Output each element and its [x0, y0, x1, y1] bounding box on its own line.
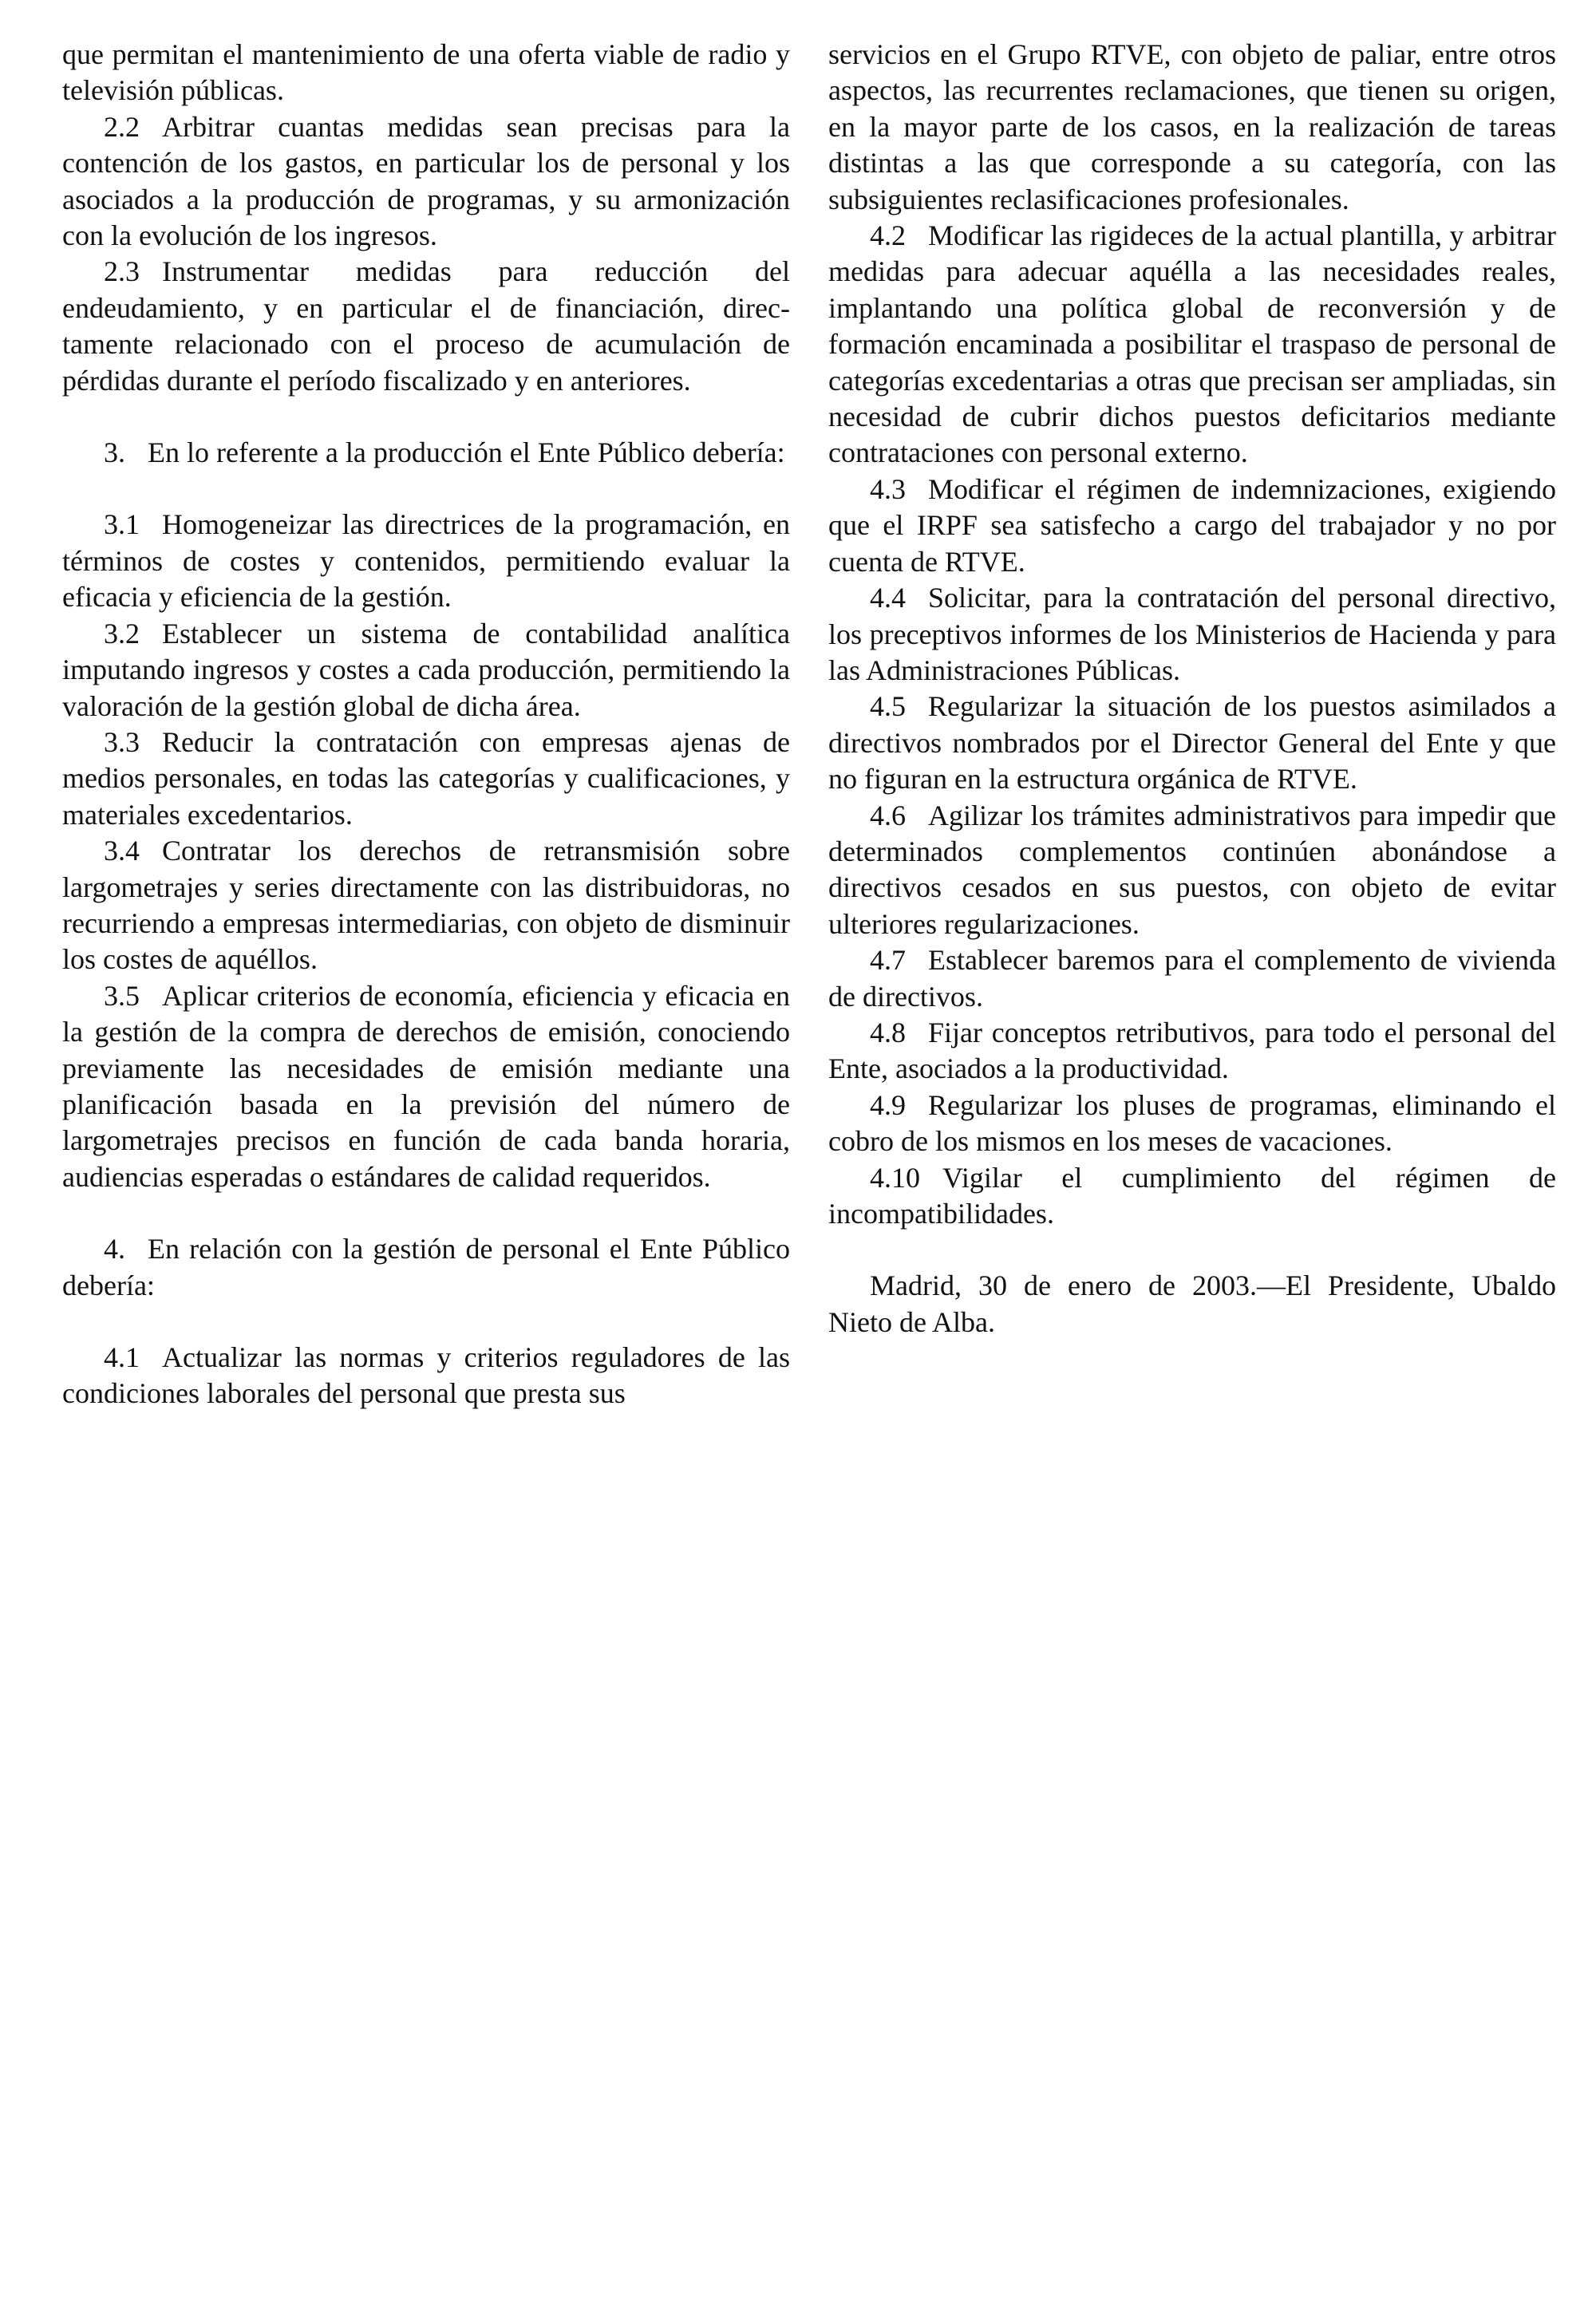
paragraph-4: 4. En relación con la gestión de personal el Ente Público debería:: [62, 1233, 790, 1301]
item-number: 2.2: [104, 110, 140, 143]
item-number: 3.1: [104, 508, 140, 541]
paragraph-4-3: 4.3 Modificar el régimen de indemnizaciones, exigiendo que el IRPF sea satisfecho a cargo del trabajador y no por cuenta de RTVE.: [828, 472, 1556, 578]
paragraph-3-4: 3.4 Contratar los derechos de retransmisión sobre largometrajes y series directamente con las distribuidoras, no recurriendo a empresas intermediarias, con objeto de disminuir los costes de aquéllos.: [62, 835, 790, 976]
paragraph-4-6: 4.6 Agilizar los trámites administrativos para impedir que determinados complementos continúen abonándose a directivos cesados en sus puestos, con objeto de evitar ulteriores regularizaciones.: [828, 799, 1556, 940]
paragraph-4-5: 4.5 Regularizar la situación de los puestos asimilados a directivos nombrados por el Director General del Ente y que no figuran en la estructura orgánica de RTVE.: [828, 690, 1556, 796]
item-number: 4.10: [870, 1161, 920, 1194]
signature-line: Madrid, 30 de enero de 2003.—El Presidente, Ubaldo Nieto de Alba.: [828, 1269, 1556, 1338]
paragraph-2-1-continuation: que permitan el mantenimiento de una oferta viable de radio y televisión públicas.: [62, 38, 790, 107]
item-number: 4.: [104, 1233, 125, 1265]
paragraph-4-8: 4.8 Fijar conceptos retributivos, para todo el personal del Ente, asociados a la productividad.: [828, 1016, 1556, 1085]
item-number: 4.1: [104, 1341, 140, 1373]
paragraph-2-2: 2.2 Arbitrar cuantas medidas sean precisas para la contención de los gastos, en particular los de personal y los asociados a la producción de programas, y su armonización con la evolución de los ingresos.: [62, 110, 790, 252]
item-number: 3.5: [104, 979, 140, 1012]
item-number: 3.4: [104, 835, 140, 867]
paragraph-3-2: 3.2 Establecer un sistema de contabilidad analítica imputando ingresos y costes a cada producción, permitiendo la valoración de la gestión global de dicha área.: [62, 617, 790, 722]
item-number: 4.6: [870, 799, 906, 831]
item-number: 4.7: [870, 944, 906, 977]
paragraph-4-7: 4.7 Establecer baremos para el complemento de vivienda de directivos.: [828, 944, 1556, 1013]
paragraph-3: 3. En lo referente a la producción el Ente Público debería:: [104, 436, 785, 469]
paragraph-3-3: 3.3 Reducir la contratación con empresas ajenas de medios personales, en todas las categorías y cualificaciones, y materiales excedentarios.: [62, 725, 790, 831]
item-number: 4.5: [870, 690, 906, 723]
paragraph-2-3: 2.3 Instrumentar medidas para reducción del endeudamiento, y en particular el de financiación, directamente relacionado con el proceso de acumulación de pérdidas durante el período fiscalizado y en anteriores.: [62, 255, 790, 397]
item-number: 3.2: [104, 617, 140, 650]
document-page: [62, 37, 1556, 1473]
right-column: [828, 37, 1556, 1340]
item-number: 4.9: [870, 1088, 906, 1121]
item-number: 4.2: [870, 219, 906, 252]
item-number: 4.8: [870, 1016, 906, 1048]
paragraph-4-4: 4.4 Solicitar, para la contratación del personal directivo, los preceptivos informes de los Ministerios de Hacienda y para las Administraciones Públicas.: [828, 582, 1556, 686]
paragraph-4-10: 4.10 Vigilar el cumplimiento del régimen de incompatibilidades.: [828, 1161, 1556, 1230]
left-column: [62, 37, 790, 1412]
paragraph-4-2: 4.2 Modificar las rigideces de la actual plantilla, y arbitrar medidas para adecuar aquélla a las necesidades reales, implantando una política global de reconversión y de formación encaminada a posibilitar el traspaso de personal de categorías excedentarias a otras que precisan ser ampliadas, sin necesidad de cubrir dichos puestos deficitarios mediante contrataciones con personal externo.: [828, 219, 1556, 469]
paragraph-4-9: 4.9 Regularizar los pluses de programas, eliminando el cobro de los mismos en los meses de vacaciones.: [828, 1088, 1556, 1158]
item-number: 4.4: [870, 582, 906, 614]
paragraph-4-1-continuation: servicios en el Grupo RTVE, con objeto de paliar, entre otros aspectos, las recurrentes reclamaciones, que tienen su origen, en la mayor parte de los casos, en la realización de tareas distintas a las que corresponde a su categoría, con las subsiguientes reclasificaciones profesionales.: [828, 38, 1556, 215]
paragraph-4-1: 4.1 Actualizar las normas y criterios reguladores de las condiciones laborales del personal que presta sus: [62, 1341, 790, 1410]
item-number: 3.: [104, 436, 125, 469]
paragraph-3-5: 3.5 Aplicar criterios de economía, eficiencia y eficacia en la gestión de la compra de derechos de emisión, conociendo previamente las necesidades de emisión mediante una planificación basada en la previsión del número de largometrajes precisos en función de cada banda horaria, audiencias esperadas o estándares de calidad requeridos.: [62, 979, 790, 1193]
item-number: 2.3: [104, 255, 140, 288]
paragraph-3-1: 3.1 Homogeneizar las directrices de la programación, en términos de costes y contenidos, permitiendo evaluar la eficacia y eficiencia de la gestión.: [62, 508, 790, 614]
item-number: 3.3: [104, 725, 140, 758]
item-number: 4.3: [870, 472, 906, 505]
